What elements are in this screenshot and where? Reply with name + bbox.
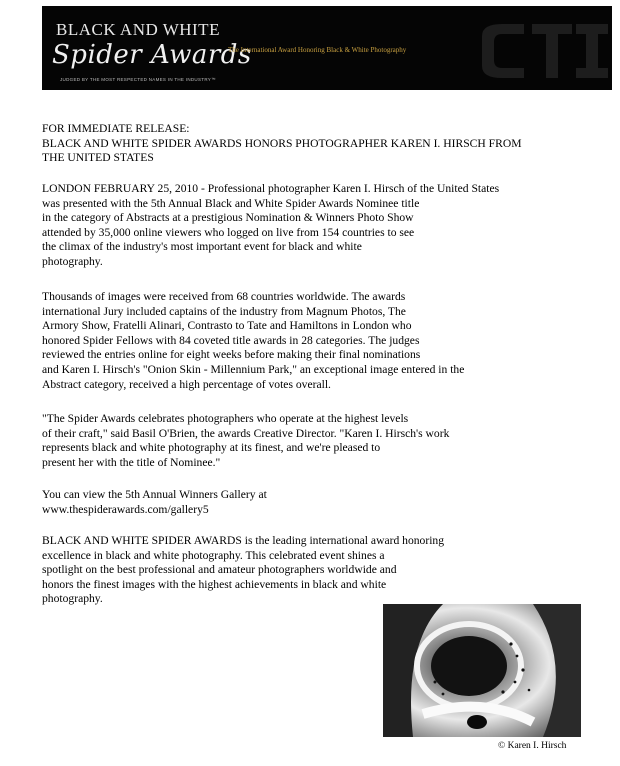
paragraph-about: BLACK AND WHITE SPIDER AWARDS is the leading international award honoring excellence in black and white photography. This celebrated event shines a spotlight on the best professional and amateur photographers worldwide and honors the finest images with the highest achievements in black and white photography. bbox=[42, 534, 445, 606]
award-photo bbox=[383, 604, 581, 737]
paragraph-jury: Thousands of images were received from 68 countries worldwide. The awards international Jury included captains of the industry from Magnum Photos, The Armory Show, Fratelli Alinari, Contrasto to Tate and Hamiltons in London who honored Spider Fellows with 84 coveted title awards in 28 categories. The judges reviewed the entries online for eight weeks before making their final nominations and Karen I. Hirsch's "Onion Skin - Millennium Park," an exceptional image entered in the Abstract category, received a high percentage of votes overall. bbox=[42, 290, 465, 391]
logo-tagline: JUDGED BY THE MOST RESPECTED NAMES IN THE INDUSTRY™ bbox=[60, 77, 216, 82]
paragraph-gallery-link: You can view the 5th Annual Winners Gallery at www.thespiderawards.com/gallery5 bbox=[42, 488, 267, 516]
logo-script-title: Spider Awards bbox=[52, 40, 252, 70]
banner-slogan: The International Award Honoring Black & White Photography bbox=[228, 46, 407, 54]
paragraph-quote: "The Spider Awards celebrates photographers who operate at the highest levels of their craft," said Basil O'Brien, the awards Creative Director. "Karen I. Hirsch's work represents black and white photography at its finest, and we're pleased to present her with the title of Nominee." bbox=[42, 412, 450, 469]
header-banner bbox=[42, 6, 612, 90]
release-heading: FOR IMMEDIATE RELEASE: BLACK AND WHITE SPIDER AWARDS HONORS PHOTOGRAPHER KAREN I. HIRSCH FROM THE UNITED STATES bbox=[42, 122, 522, 165]
paragraph-announcement: LONDON FEBRUARY 25, 2010 - Professional photographer Karen I. Hirsch of the United States was presented with the 5th Annual Black and White Spider Awards Nominee title in the category of Abstracts at a prestigious Nomination & Winners Photo Show attended by 35,000 online viewers who logged on live from 154 countries to see the climax of the industry's most important event for black and white photography. bbox=[42, 182, 500, 268]
logo-title: BLACK AND WHITE bbox=[56, 20, 220, 39]
photo-credit: © Karen I. Hirsch bbox=[498, 741, 567, 751]
ghost-logo-icon bbox=[472, 16, 612, 86]
